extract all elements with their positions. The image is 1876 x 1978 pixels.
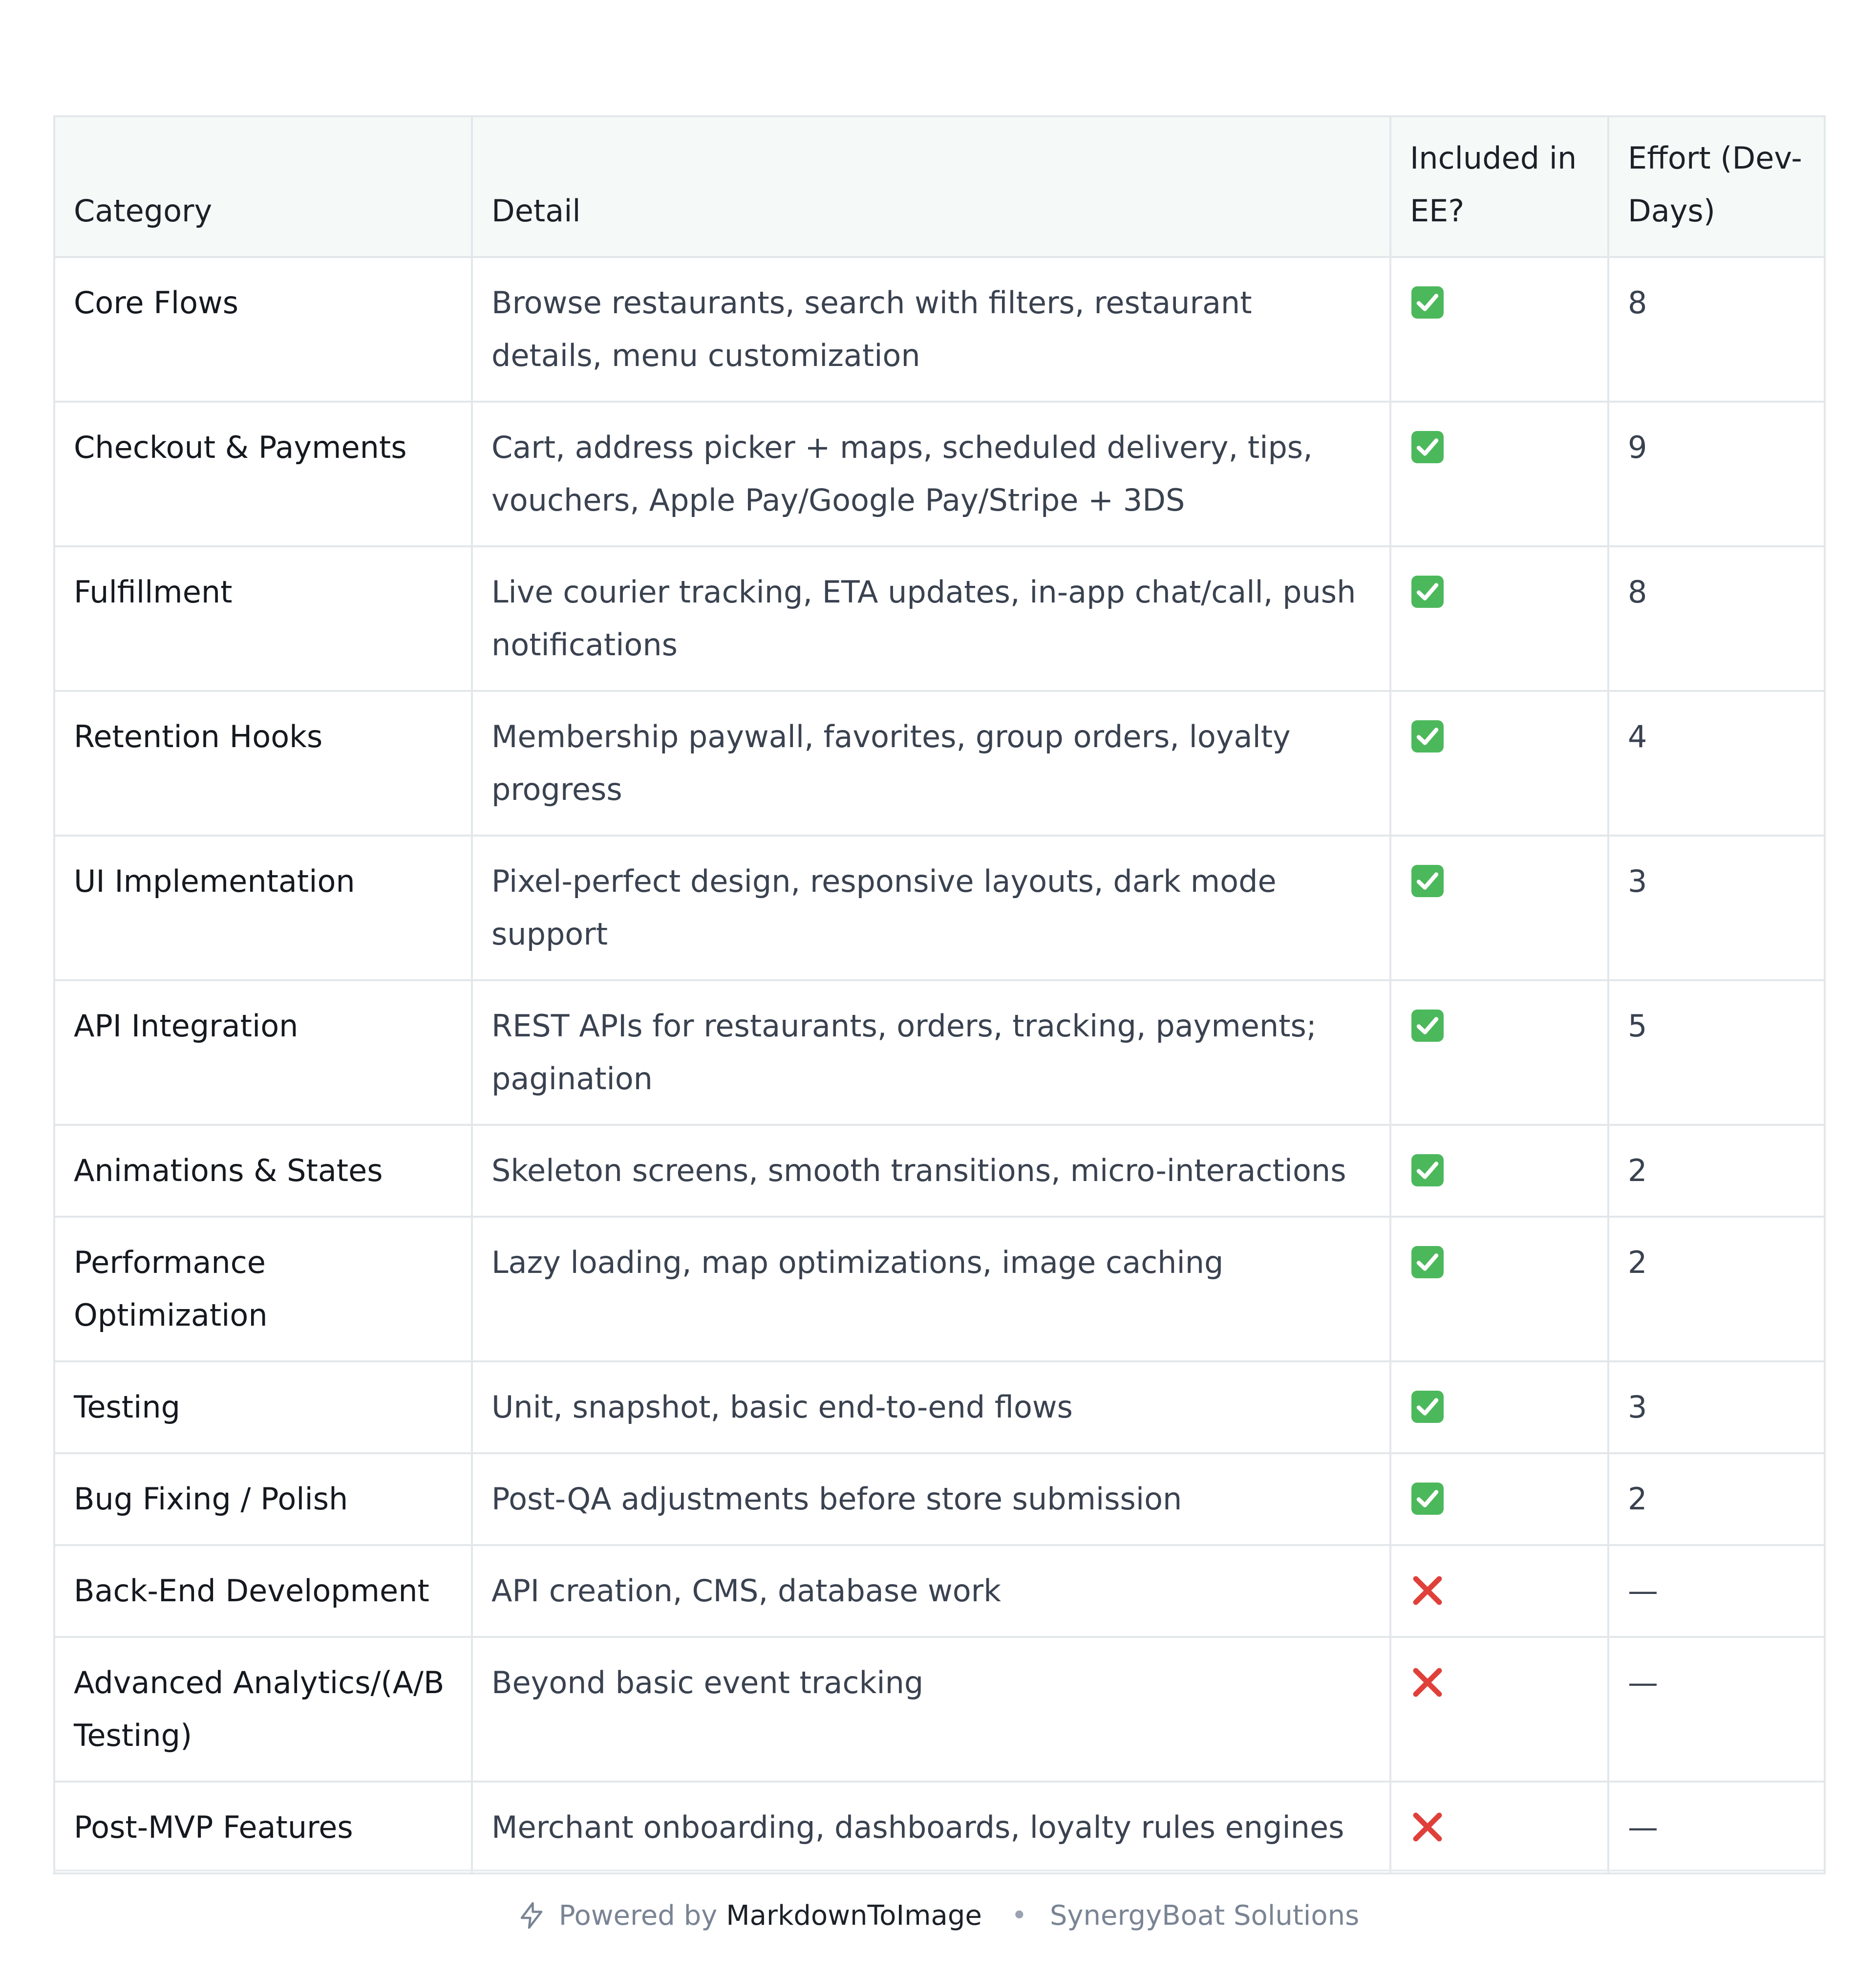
table-row [54,691,1825,836]
cell-category: UI Implementation [54,836,472,980]
table-row [54,1453,1825,1545]
check-mark-icon [1410,863,1445,899]
check-mark-icon [1410,1389,1445,1424]
cell-category: Advanced Analytics/(A/B Testing) [54,1637,472,1782]
table-row [54,1217,1825,1361]
cell-effort: 8 [1608,257,1825,402]
cell-detail: Lazy loading, map optimizations, image caching [472,1217,1390,1361]
cell-included [1390,691,1608,836]
cell-effort: — [1608,1637,1825,1782]
table-row [54,257,1825,402]
cell-included [1390,546,1608,691]
cell-included [1390,1453,1608,1545]
cell-category: Testing [54,1361,472,1453]
check-mark-icon [1410,1153,1445,1188]
footer-company: SynergyBoat Solutions [1049,1899,1360,1932]
cell-effort: 8 [1608,546,1825,691]
check-mark-icon [1410,1481,1445,1516]
cell-effort: 3 [1608,836,1825,980]
cell-detail: Browse restaurants, search with filters, restaurant details, menu customization [472,257,1390,402]
cell-effort: 9 [1608,402,1825,546]
check-mark-icon [1410,574,1445,609]
check-mark-icon [1410,1245,1445,1280]
cell-detail: Merchant onboarding, dashboards, loyalty rules engines [472,1782,1390,1873]
cell-category: Core Flows [54,257,472,402]
cell-category: Back-End Development [54,1545,472,1637]
header-category: Category [54,116,472,257]
cell-category: Checkout & Payments [54,402,472,546]
table-header [54,116,1825,257]
header-row [54,116,1825,257]
cell-effort: 3 [1608,1361,1825,1453]
cell-detail: Beyond basic event tracking [472,1637,1390,1782]
cell-detail: REST APIs for restaurants, orders, tracking, payments; pagination [472,980,1390,1125]
check-mark-icon [1410,285,1445,320]
cell-effort: 2 [1608,1125,1825,1217]
table-row [54,1125,1825,1217]
cell-detail: Cart, address picker + maps, scheduled delivery, tips, vouchers, Apple Pay/Google Pay/Stripe + 3DS [472,402,1390,546]
cell-included [1390,1361,1608,1453]
cell-detail: Skeleton screens, smooth transitions, micro-interactions [472,1125,1390,1217]
cell-effort: 2 [1608,1217,1825,1361]
cell-included [1390,1782,1608,1873]
header-included: Included in EE? [1390,116,1608,257]
check-mark-icon [1410,1008,1445,1043]
scope-table [53,115,1826,1874]
cell-included [1390,1125,1608,1217]
cell-effort: 2 [1608,1453,1825,1545]
cell-category: Post-MVP Features [54,1782,472,1873]
table-row [54,402,1825,546]
table-row [54,980,1825,1125]
cell-category: Bug Fixing / Polish [54,1453,472,1545]
cell-detail: Post-QA adjustments before store submission [472,1453,1390,1545]
table-body [54,257,1825,1873]
check-mark-icon [1410,719,1445,754]
cell-category: API Integration [54,980,472,1125]
table-row [54,1637,1825,1782]
cell-effort: — [1608,1545,1825,1637]
table-row [54,836,1825,980]
cell-effort: 4 [1608,691,1825,836]
cell-category: Performance Optimization [54,1217,472,1361]
cell-category: Retention Hooks [54,691,472,836]
cell-included [1390,1637,1608,1782]
cell-included [1390,257,1608,402]
cell-detail: Live courier tracking, ETA updates, in-app chat/call, push notifications [472,546,1390,691]
cell-category: Animations & States [54,1125,472,1217]
cross-mark-icon [1410,1665,1445,1700]
footer-powered-by: Powered by [558,1899,718,1932]
cross-mark-icon [1410,1573,1445,1608]
cell-included [1390,1545,1608,1637]
cell-included [1390,980,1608,1125]
cell-included [1390,1217,1608,1361]
cross-mark-icon [1410,1809,1445,1845]
cell-detail: Unit, snapshot, basic end-to-end flows [472,1361,1390,1453]
footer-divider [53,1870,1824,1871]
cell-detail: Membership paywall, favorites, group orders, loyalty progress [472,691,1390,836]
table-row [54,1361,1825,1453]
table-row [54,1782,1825,1873]
cell-category: Fulfillment [54,546,472,691]
cell-included [1390,402,1608,546]
cell-detail: API creation, CMS, database work [472,1545,1390,1637]
cell-included [1390,836,1608,980]
cell-effort: 5 [1608,980,1825,1125]
header-detail: Detail [472,116,1390,257]
footer-brand: MarkdownToImage [726,1899,982,1932]
footer-separator: • [1011,1899,1027,1932]
lightning-bolt-icon [517,1901,546,1930]
check-mark-icon [1410,430,1445,465]
table-row [54,1545,1825,1637]
footer [0,1886,1876,1945]
table-row [54,546,1825,691]
cell-effort: — [1608,1782,1825,1873]
header-effort: Effort (Dev-Days) [1608,116,1825,257]
cell-detail: Pixel-perfect design, responsive layouts, dark mode support [472,836,1390,980]
